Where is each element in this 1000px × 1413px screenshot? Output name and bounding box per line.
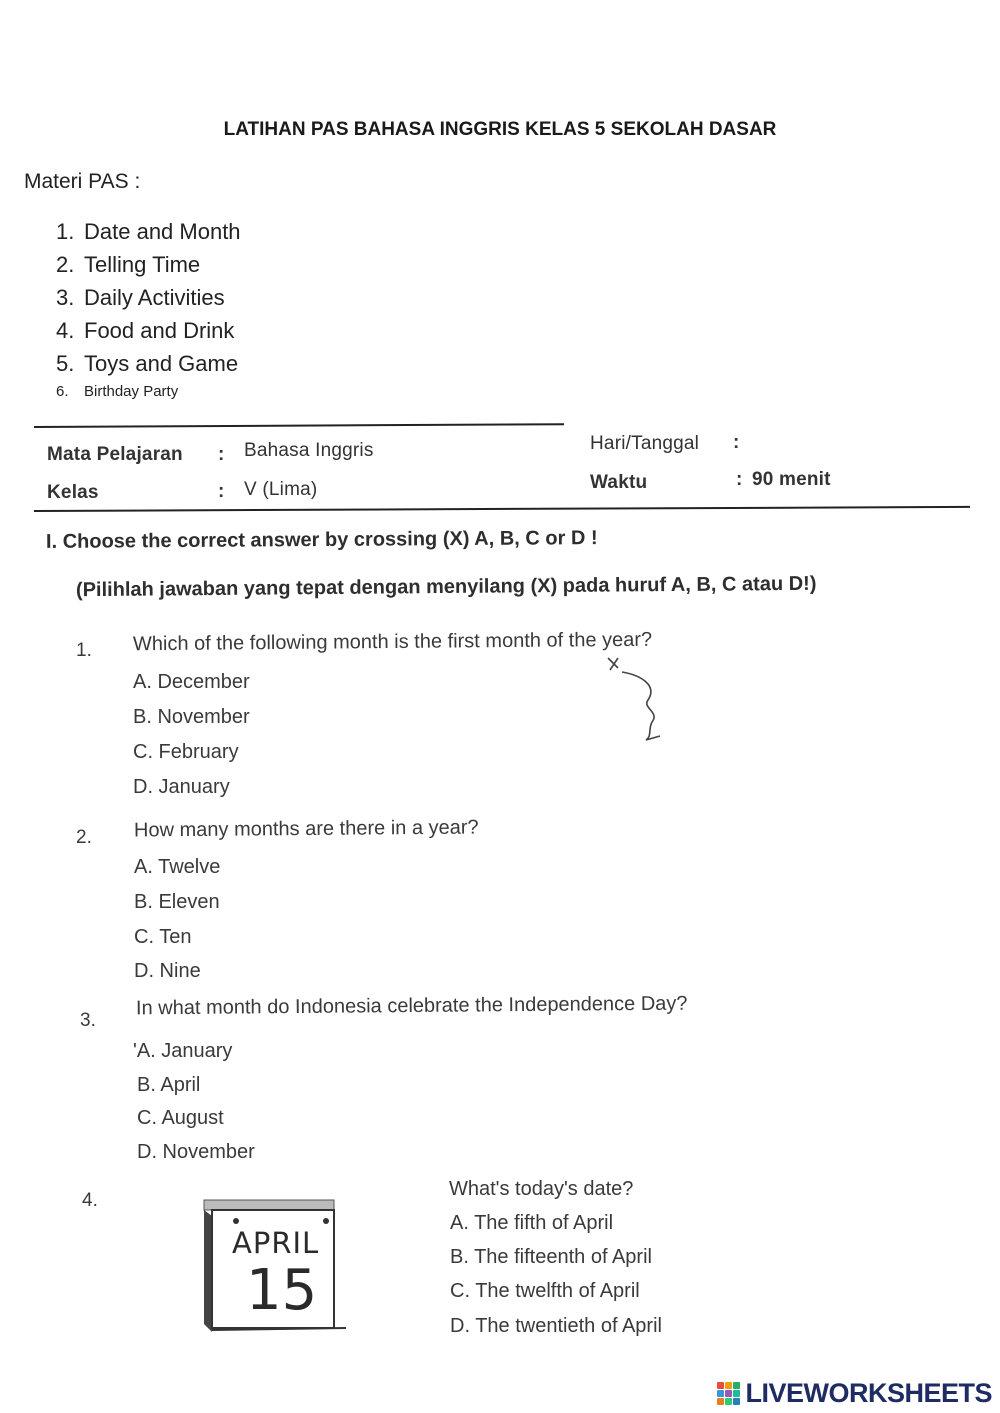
option-a[interactable]: A. The fifth of April (450, 1212, 614, 1234)
section-heading: I. Choose the correct answer by crossing (X) A, B, C or D ! (45, 527, 598, 553)
question-number: 2. (76, 827, 92, 848)
class-value: V (Lima) (244, 479, 318, 500)
logo-grid-cell (725, 1382, 732, 1389)
time-label: Waktu (590, 472, 648, 493)
logo-grid-cell (725, 1390, 732, 1397)
question-number: 3. (80, 1010, 96, 1031)
calendar-day: 15 (246, 1258, 318, 1323)
section-subheading: (Pilihlah jawaban yang tepat dengan menyilang (X) pada huruf A, B, C atau D!) (75, 572, 817, 602)
topic-item: 1. Date and Month (56, 219, 241, 244)
class-sep: : (218, 481, 225, 502)
option-d[interactable]: D. The twentieth of April (450, 1315, 662, 1337)
option-b[interactable]: B. The fifteenth of April (450, 1246, 652, 1268)
question-text: In what month do Indonesia celebrate the Independence Day? (135, 992, 688, 1020)
topic-item: 2. Telling Time (56, 252, 201, 277)
option-a[interactable]: A. December (133, 671, 250, 693)
pen-scribble-mark (600, 650, 680, 750)
date-sep: : (733, 432, 740, 453)
logo-grid-cell (717, 1390, 724, 1397)
logo-grid-cell (717, 1382, 724, 1389)
top-divider (34, 423, 564, 428)
option-d[interactable]: D. Nine (134, 960, 201, 982)
option-c[interactable]: C. Ten (134, 926, 192, 948)
logo-grid-cell (733, 1398, 740, 1405)
subject-value: Bahasa Inggris (244, 440, 374, 461)
topic-item: 4. Food and Drink (56, 318, 235, 343)
question-text: Which of the following month is the first month of the year? (132, 628, 653, 656)
liveworksheets-logo (717, 1378, 992, 1409)
topic-item: 3. Daily Activities (56, 285, 225, 310)
option-b[interactable]: B. April (137, 1074, 201, 1096)
logo-grid-cell (733, 1390, 740, 1397)
question-text: What's today's date? (449, 1178, 634, 1200)
bottom-divider (34, 506, 970, 512)
subject-label: Mata Pelajaran (47, 444, 183, 465)
option-c[interactable]: C. The twelfth of April (450, 1280, 640, 1302)
time-sep: : (736, 469, 743, 490)
option-c[interactable]: C. February (133, 741, 239, 763)
materi-label: Materi PAS : (24, 170, 141, 193)
option-d[interactable]: D. November (137, 1141, 255, 1163)
time-value: 90 menit (752, 469, 831, 490)
logo-grid-cell (717, 1398, 724, 1405)
date-label: Hari/Tanggal (590, 433, 700, 454)
topic-item: 6. Birthday Party (56, 383, 179, 400)
subject-sep: : (218, 444, 225, 465)
option-b[interactable]: B. Eleven (134, 891, 220, 913)
document-title: LATIHAN PAS BAHASA INGGRIS KELAS 5 SEKOLAH DASAR (223, 119, 777, 140)
option-d[interactable]: D. January (133, 776, 230, 798)
calendar-month: APRIL (232, 1226, 320, 1260)
option-c[interactable]: C. August (137, 1107, 224, 1129)
option-a[interactable]: 'A. January (133, 1040, 233, 1062)
option-a[interactable]: A. Twelve (134, 856, 221, 878)
logo-grid-cell (733, 1382, 740, 1389)
option-b[interactable]: B. November (133, 706, 250, 728)
topic-item: 5. Toys and Game (56, 351, 239, 376)
question-number: 1. (76, 640, 92, 661)
brand-text: LIVEWORKSHEETS (745, 1378, 992, 1408)
question-number: 4. (82, 1190, 98, 1211)
logo-grid-icon (717, 1382, 740, 1405)
class-label: Kelas (47, 482, 99, 503)
logo-grid-cell (725, 1398, 732, 1405)
question-text: How many months are there in a year? (133, 816, 479, 842)
